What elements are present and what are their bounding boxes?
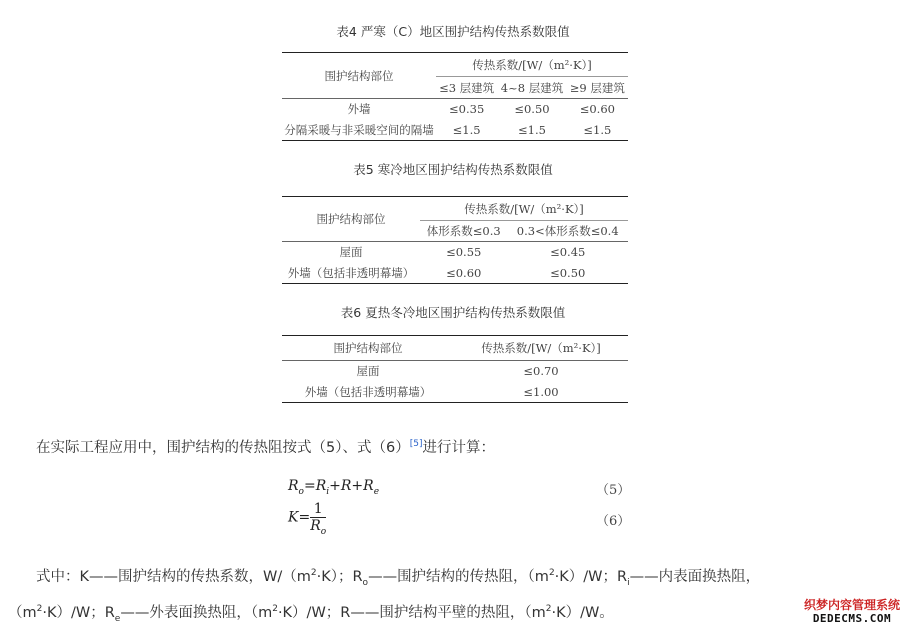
eq5-sub: o (298, 486, 304, 497)
table6-caption: 表6 夏热冬冷地区围护结构传热系数限值 (340, 305, 566, 320)
def-sub: e (114, 613, 121, 624)
eq5-symbol: R (315, 478, 327, 494)
table4-cell: ≤1.5 (497, 120, 566, 141)
table5-cell: ≤0.50 (507, 263, 628, 284)
table4-row-label: 外墙 (347, 102, 371, 117)
eq6-denom-symbol: R (310, 518, 321, 534)
table6-cell: ≤1.00 (454, 382, 628, 403)
table5-row-label: 外墙（包括非透明幕墙） (282, 263, 420, 284)
table4-cell: ≤1.5 (436, 120, 497, 141)
equation-5-number: （5） (596, 483, 631, 498)
table5-cell: ≤0.55 (446, 245, 482, 260)
table6-header-k: 传热系数/[W/（m²·K）] (454, 336, 628, 361)
eq5-symbol: R (363, 478, 374, 494)
table5-header-part: 围护结构部位 (282, 197, 420, 242)
def-text: （m (8, 605, 37, 621)
paragraph-intro-tail: 进行计算： (422, 440, 495, 456)
equation-5 (288, 478, 380, 497)
table4 (282, 52, 628, 141)
table5 (282, 196, 628, 284)
eq6-denom-sub: o (320, 526, 327, 537)
def-text: ——围护结构的传热阻，（m (368, 569, 549, 585)
def-sup: 2 (545, 604, 552, 615)
paragraph-intro (36, 436, 495, 457)
table4-sub-3: ≥9 层建筑 (567, 77, 628, 99)
watermark-line1: 织梦内容管理系统 (803, 598, 900, 612)
equation-6-number: （6） (596, 514, 631, 529)
reference-link[interactable]: [5] (409, 439, 423, 450)
table6-row-label: 外墙（包括非透明幕墙） (282, 382, 454, 403)
eq5-sub: e (373, 486, 380, 497)
watermark (804, 598, 900, 626)
def-sub: o (362, 577, 369, 588)
table6-row-label: 屋面 (356, 364, 380, 379)
def-sup: 2 (548, 568, 555, 579)
eq5-symbol: R (288, 478, 299, 494)
table4-header-part: 围护结构部位 (282, 53, 436, 99)
table4-cell: ≤1.5 (567, 120, 628, 141)
eq6-fraction (310, 501, 327, 537)
table4-sub-1: ≤3 层建筑 (436, 77, 497, 99)
table4-cell: ≤0.35 (449, 102, 485, 117)
def-text: 式中：K——围护结构的传热系数，W/（m (36, 569, 311, 585)
table4-header-k: 传热系数/[W/（m²·K）] (436, 53, 628, 77)
def-text: ·K）/W。 (551, 605, 614, 621)
eq6-denominator (310, 518, 327, 537)
table5-row-label: 屋面 (339, 245, 363, 260)
table6-cell: ≤0.70 (523, 364, 559, 379)
eq6-lhs: K= (288, 509, 311, 526)
table4-caption: 表4 严寒（C）地区围护结构传热系数限值 (336, 24, 570, 39)
eq5-terms: +R+ (329, 478, 364, 494)
table5-cell: ≤0.45 (550, 245, 586, 260)
table6-header-part: 围护结构部位 (282, 336, 454, 361)
table5-cell: ≤0.60 (420, 263, 507, 284)
paragraph-intro-text: 在实际工程应用中，围护结构的传热阻按式（5）、式（6） (36, 440, 410, 456)
table4-cell: ≤0.50 (514, 102, 550, 117)
table5-sub-1: 体形系数≤0.3 (420, 221, 507, 242)
def-sub: i (627, 577, 630, 588)
def-text: ·K）/W；R——围护结构平壁的热阻，（m (277, 605, 546, 621)
paragraph-definitions-line2 (8, 601, 614, 622)
paragraph-definitions-line1 (36, 565, 760, 586)
def-sup: 2 (272, 604, 278, 615)
def-text: ·K）/W；R (554, 569, 628, 585)
table6 (282, 335, 628, 403)
eq6-numerator: 1 (310, 501, 326, 518)
table4-cell: ≤0.60 (579, 102, 615, 117)
def-text: ·K）/W；R (42, 605, 115, 621)
def-text: ·K）；R (316, 569, 363, 585)
equation-6 (288, 501, 327, 537)
def-text: ——外表面换热阻，（m (120, 605, 273, 621)
table4-sub-2: 4~8 层建筑 (497, 77, 566, 99)
def-sup: 2 (36, 604, 43, 615)
def-text: ——内表面换热阻， (629, 569, 761, 585)
eq5-equals: = (303, 478, 316, 494)
def-sup: 2 (310, 568, 317, 579)
eq5-sub: i (326, 486, 330, 497)
table5-sub-2: 0.3<体形系数≤0.4 (507, 221, 628, 242)
table5-caption: 表5 寒冷地区围护结构传热系数限值 (353, 162, 553, 177)
watermark-line2: DEDECMS.COM (812, 612, 892, 625)
table5-header-k: 传热系数/[W/（m²·K）] (420, 197, 628, 221)
table4-row-label: 分隔采暖与非采暖空间的隔墙 (282, 120, 436, 141)
